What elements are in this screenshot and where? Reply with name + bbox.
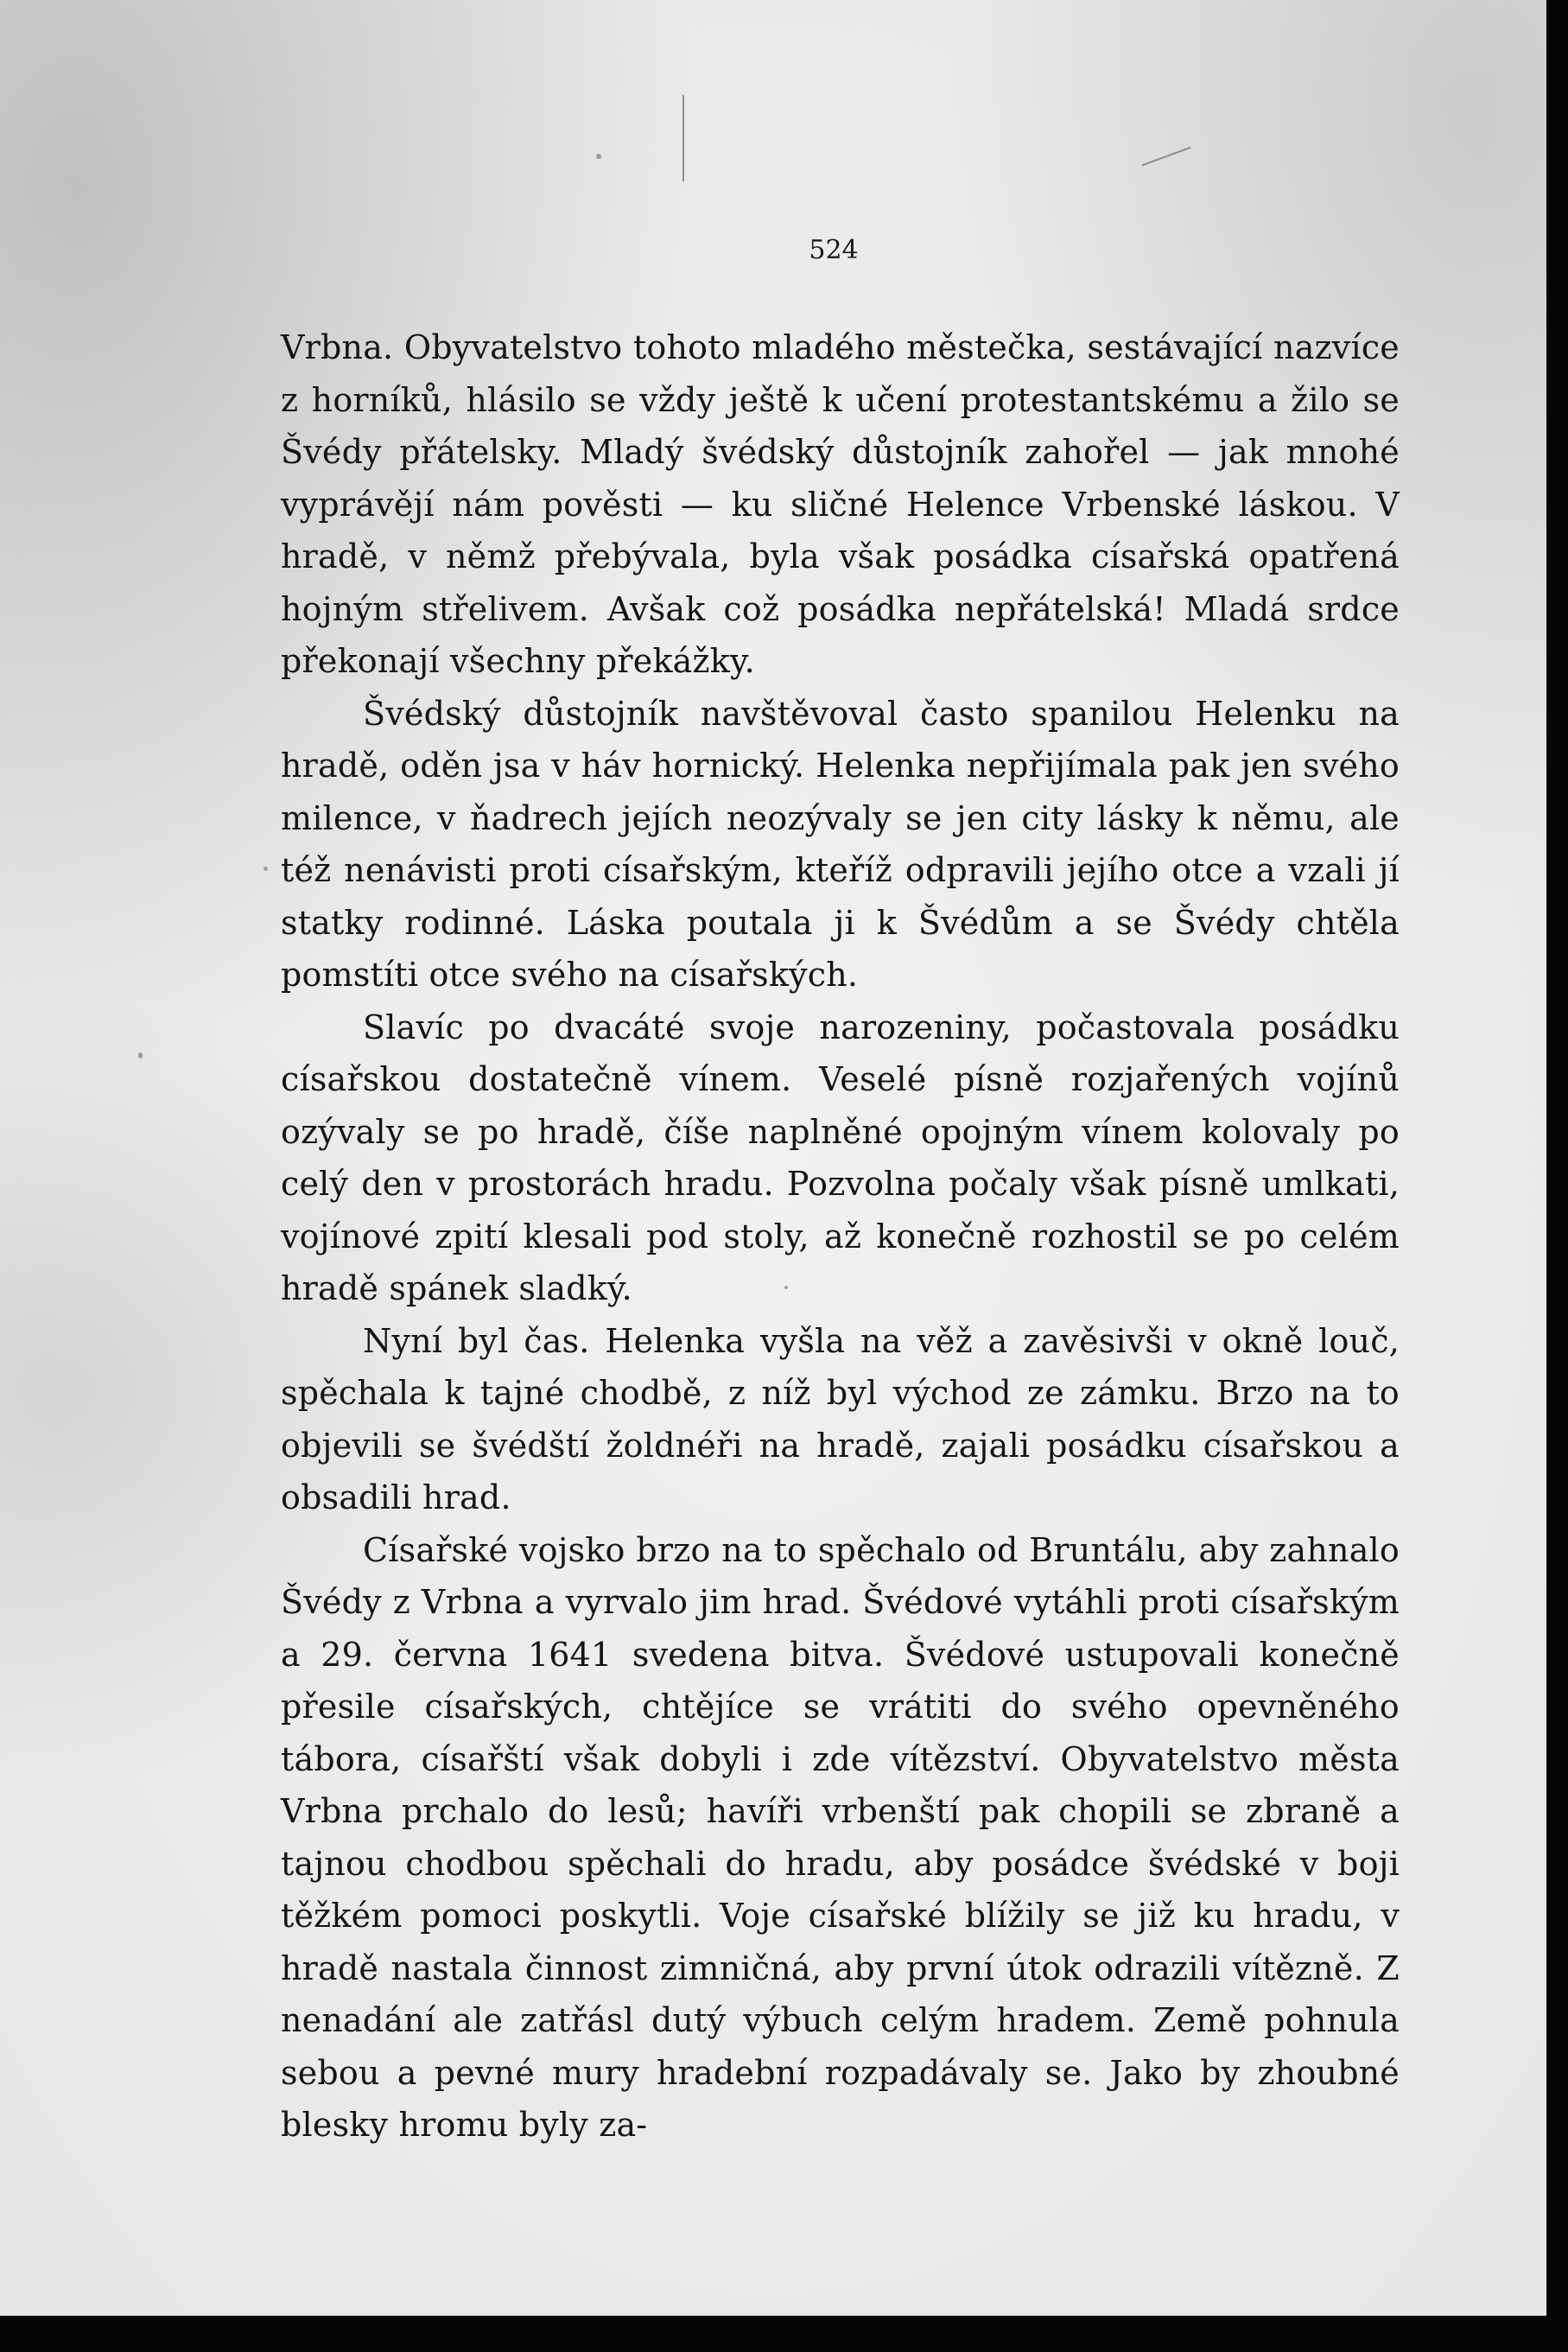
scan-border-bottom xyxy=(0,2316,1568,2352)
scan-speck xyxy=(138,1052,143,1058)
paragraph: Nyní byl čas. Helenka vyšla na věž a zavěsivši v okně louč, spěchala k tajné chodbě, z níž byl východ ze zámku. Brzo na to objevili se švédští žoldnéři na hradě, zajali posádku císařskou a obsadili hrad. xyxy=(281,1321,1400,1516)
scan-border-right xyxy=(1546,0,1568,2352)
paragraph: Vrbna. Obyvatelstvo tohoto mladého městečka, sestávající nazvíce z horníků, hlásilo se vždy ještě k učení protestantskému a žilo se Švédy přátelsky. Mladý švédský důstojník zahořel — jak mnohé vyprávějí nám pověsti — ku sličné Helence Vrbenské láskou. V hradě, v němž přebývala, byla však posádka císařská opatřená hojným střelivem. Avšak což posádka nepřátelská! Mladá srdce překonají všechny překážky. xyxy=(281,328,1400,680)
paragraph: Švédský důstojník navštěvoval často spanilou Helenku na hradě, oděn jsa v háv hornický. Helenka nepřijímala pak jen svého milence, v ňadrech jejích neozývaly se jen city lásky k němu, ale též nenávisti proti císařským, kteříž odpravili jejího otce a vzali jí statky rodinné. Láska poutala ji k Švédům a se Švédy chtěla pomstíti otce svého na císařských. xyxy=(281,694,1400,994)
scan-mark xyxy=(682,95,684,181)
body-text xyxy=(281,321,1400,2152)
scan-speck xyxy=(596,154,601,159)
paragraph: Slavíc po dvacáté svoje narozeniny, počastovala posádku císařskou dostatečně vínem. Veselé písně rozjařených vojínů ozývaly se po hradě, číše naplněné opojným vínem kolovaly po celý den v prostorách hradu. Pozvolna počaly však písně umlkati, vojínové zpití klesali pod stoly, až konečně rozhostil se po celém hradě spánek sladký. xyxy=(281,1008,1400,1307)
scan-mark xyxy=(1141,147,1190,166)
page-number: 524 xyxy=(809,235,859,265)
scan-speck xyxy=(263,867,268,871)
paragraph: Císařské vojsko brzo na to spěchalo od Bruntálu, aby zahnalo Švédy z Vrbna a vyrvalo jim hrad. Švédové vytáhli proti císařským a 29. června 1641 svedena bitva. Švédové ustupovali konečně přesile císařských, chtějíce se vrátiti do svého opevněného tábora, císařští však dobyli i zde vítězství. Obyvatelstvo města Vrbna prchalo do lesů; havíři vrbenští pak chopili se zbraně a tajnou chodbou spěchali do hradu, aby posádce švédské v boji těžkém pomoci poskytli. Voje císařské blížily se již ku hradu, v hradě nastala činnost zimničná, aby první útok odrazili vítězně. Z nenadání ale zatřásl dutý výbuch celým hradem. Země pohnula sebou a pevné mury hradební rozpadávaly se. Jako by zhoubné blesky hromu byly za- xyxy=(281,1530,1400,2144)
